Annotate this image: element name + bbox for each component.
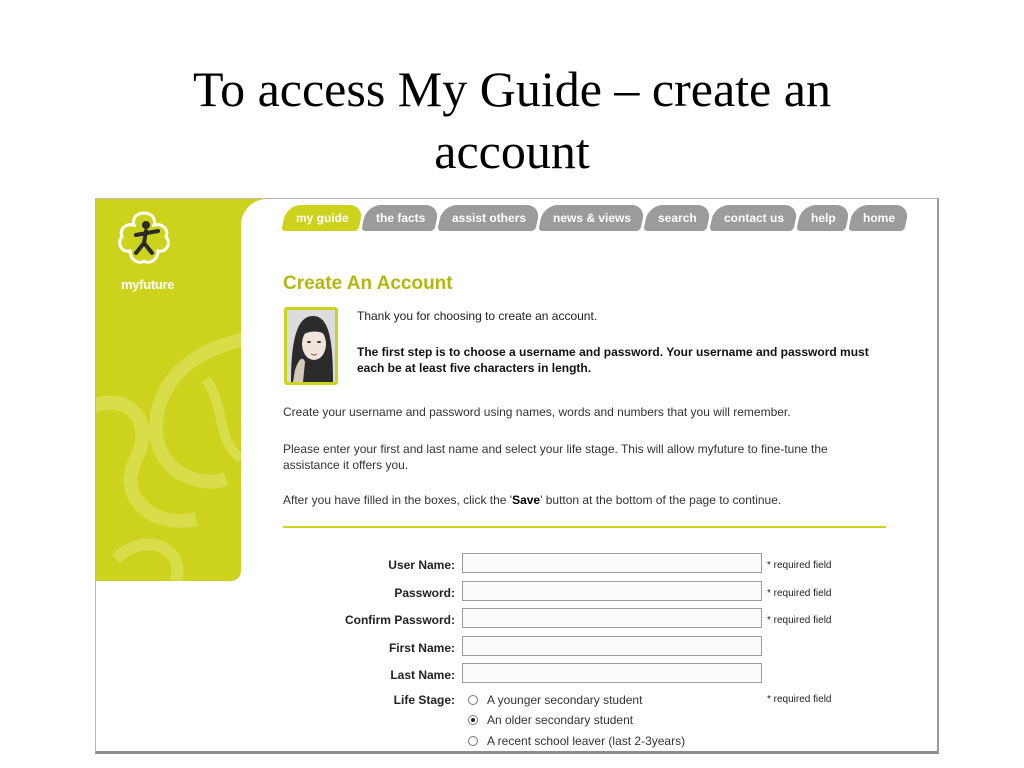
intro-text: Thank you for choosing to create an account. bbox=[357, 309, 598, 323]
slide-title-line-1: To access My Guide – create an bbox=[193, 61, 831, 117]
last-name-input[interactable] bbox=[462, 663, 762, 683]
logo-text: myfuture bbox=[121, 277, 175, 292]
tab-the-facts[interactable]: the facts bbox=[361, 205, 440, 231]
confirm-password-required-note: * required field bbox=[767, 615, 832, 626]
life-stage-option-recent-leaver[interactable]: A recent school leaver (last 2-3years) bbox=[468, 734, 685, 748]
myfuture-logo-icon[interactable] bbox=[116, 209, 172, 269]
life-stage-label: Life Stage: bbox=[393, 693, 455, 707]
section-divider bbox=[283, 526, 886, 528]
person-portrait-icon bbox=[287, 310, 335, 382]
username-required-note: * required field bbox=[767, 560, 832, 571]
website-screenshot bbox=[95, 198, 939, 754]
radio-button-icon[interactable] bbox=[468, 736, 478, 746]
tab-search[interactable]: search bbox=[643, 205, 711, 231]
life-stage-option-older[interactable]: An older secondary student bbox=[468, 713, 633, 727]
decorative-swirl-icon bbox=[96, 319, 241, 581]
page-heading: Create An Account bbox=[283, 273, 453, 294]
password-input[interactable] bbox=[462, 581, 762, 601]
instruction-paragraph-2: Please enter your first and last name and select your life stage. This will allow myfuture to fine-tune the assistance it offers you. bbox=[283, 442, 828, 472]
life-stage-required-note: * required field bbox=[767, 694, 832, 705]
slide-title bbox=[0, 58, 1024, 182]
username-label: User Name: bbox=[388, 558, 455, 572]
first-name-label: First Name: bbox=[388, 641, 455, 655]
intro-instructions: The first step is to choose a username and password. Your username and password must each be at least five characters in length. bbox=[357, 345, 869, 375]
password-required-note: * required field bbox=[767, 588, 832, 599]
confirm-password-input[interactable] bbox=[462, 608, 762, 628]
tab-home[interactable]: home bbox=[848, 205, 910, 231]
first-name-input[interactable] bbox=[462, 636, 762, 656]
instruction-paragraph-1: Create your username and password using names, words and numbers that you will remember. bbox=[283, 405, 791, 419]
sidebar-panel bbox=[96, 199, 241, 581]
tab-my-guide[interactable]: my guide bbox=[281, 205, 363, 231]
life-stage-option-younger[interactable]: A younger secondary student bbox=[468, 693, 642, 707]
password-label: Password: bbox=[394, 586, 455, 600]
radio-button-icon[interactable] bbox=[468, 695, 478, 705]
slide-title-line-2: account bbox=[434, 123, 590, 179]
tab-assist-others[interactable]: assist others bbox=[437, 205, 541, 231]
tab-news-views[interactable]: news & views bbox=[538, 205, 646, 231]
confirm-password-label: Confirm Password: bbox=[344, 613, 455, 627]
tab-help[interactable]: help bbox=[796, 205, 850, 231]
tab-contact-us[interactable]: contact us bbox=[709, 205, 799, 231]
person-photo bbox=[284, 307, 338, 385]
radio-button-selected-icon[interactable] bbox=[468, 715, 478, 725]
last-name-label: Last Name: bbox=[390, 668, 455, 682]
main-nav-tabs bbox=[284, 205, 910, 233]
username-input[interactable] bbox=[462, 553, 762, 573]
save-keyword: Save bbox=[512, 493, 541, 507]
instruction-paragraph-3: After you have filled in the boxes, click the 'Save' button at the bottom of the page to continue. bbox=[283, 493, 782, 507]
